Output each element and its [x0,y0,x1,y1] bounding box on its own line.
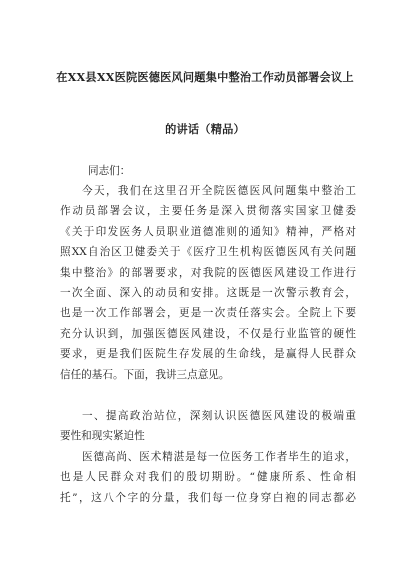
section-1-heading-line: 一、提高政治站位，深刻认识医德医风建设的极端重 [82,410,356,422]
salutation: 同志们： [88,165,131,177]
paragraph-1 [60,181,356,385]
paragraph-2-line: 托”，这八个字的分量，我们每一位身穿白袍的同志都必 [60,491,356,504]
paragraph-1-line: 今天，我们在这里召开全院医德医风问题集中整治工 [82,185,356,197]
document-title-line-1: 在XX县XX医院医德医风问题集中整治工作动员部署会议上 [56,70,354,84]
paragraph-1-line: 照XX自治区卫健委关于《医疗卫生机构医德医风有关问题 [60,246,356,259]
paragraph-2-line: 医德高尚、医术精湛是每一位医务工作者毕生的追求， [82,451,356,463]
section-1-heading [60,406,356,447]
paragraph-1-line: 要求，更是我们医院生存发展的生命线，是赢得人民群众 [60,348,356,361]
paragraph-1-line: 信任的基石。下面，我讲三点意见。 [60,368,230,381]
paragraph-1-line: 也是一次工作部署会，更是一次责任落实会。全院上下要 [60,307,356,320]
paragraph-1-line: 集中整治》的部署要求，对我院的医德医风建设工作进行 [60,266,356,279]
paragraph-2-line: 也是人民群众对我们的殷切期盼。“健康所系、性命相 [60,471,356,484]
paragraph-1-line: 作动员部署会议，主要任务是深入贯彻落实国家卫健委 [60,205,356,218]
paragraph-1-line: 充分认识到，加强医德医风建设，不仅是行业监管的硬性 [60,327,356,340]
paragraph-1-line: 《关于印发医务人员职业道德准则的通知》精神，严格对 [60,225,356,238]
paragraph-1-line: 一次全面、深入的动员和安排。这既是一次警示教育会， [60,286,356,299]
section-1-heading-line: 要性和现实紧迫性 [60,430,145,443]
document-title-line-2: 的讲话（精品） [165,122,245,136]
paragraph-2 [60,447,356,508]
